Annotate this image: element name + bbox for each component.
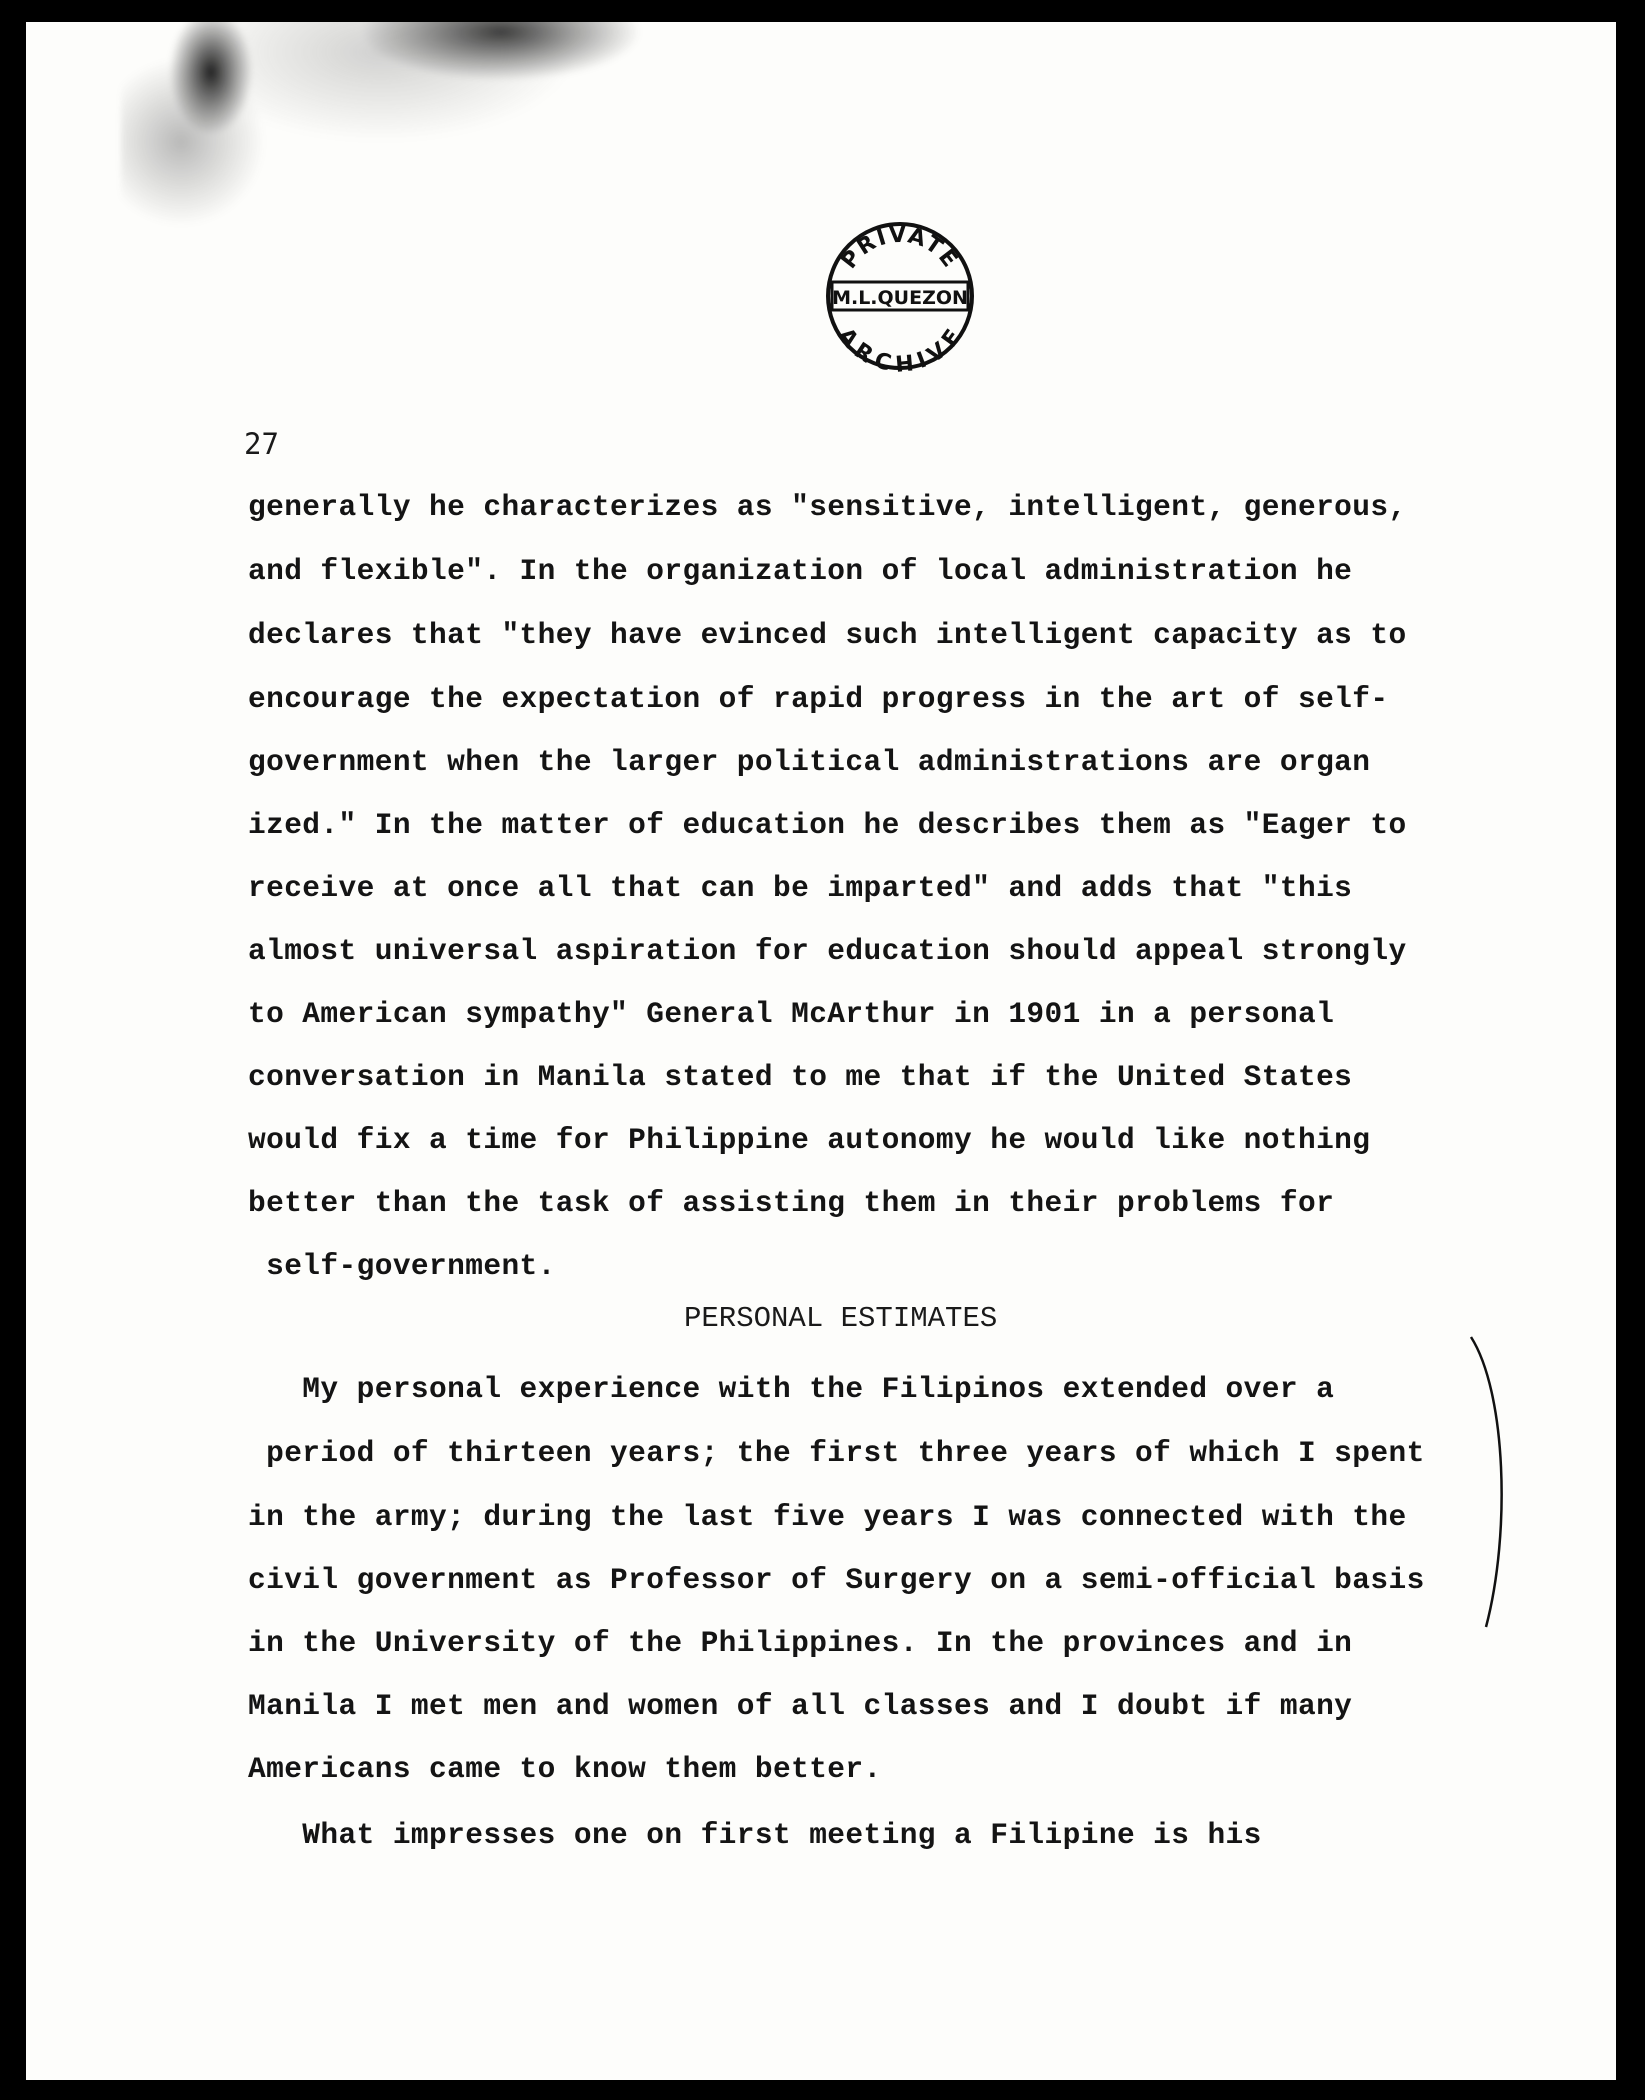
document-page xyxy=(26,22,1616,2080)
stamp-bottom-text: ARCHIVE xyxy=(832,323,968,372)
text-line: period of thirteen years; the first three years of which I spent xyxy=(248,1436,1425,1470)
text-line: encourage the expectation of rapid progress in the art of self- xyxy=(248,682,1389,716)
page-number: 27 xyxy=(244,427,279,461)
svg-text:PRIVATE xyxy=(837,223,963,274)
text-line: and flexible". In the organization of local administration he xyxy=(248,554,1353,588)
stamp-center-text: M.L.QUEZON xyxy=(832,287,968,309)
text-line: would fix a time for Philippine autonomy he would like nothing xyxy=(248,1123,1371,1157)
text-line: Manila I met men and women of all classes and I doubt if many xyxy=(248,1689,1353,1723)
text-line: What impresses one on first meeting a Filipine is his xyxy=(248,1818,1262,1852)
text-line: My personal experience with the Filipinos extended over a xyxy=(248,1372,1335,1406)
archive-stamp-graphic xyxy=(824,220,976,372)
text-line: conversation in Manila stated to me that if the United States xyxy=(248,1060,1353,1094)
text-line: Americans came to know them better. xyxy=(248,1752,882,1786)
text-line: to American sympathy" General McArthur in 1901 in a personal xyxy=(248,997,1335,1031)
text-line: receive at once all that can be imparted" and adds that "this xyxy=(248,871,1353,905)
text-line: civil government as Professor of Surgery on a semi-official basis xyxy=(248,1563,1425,1597)
section-heading: PERSONAL ESTIMATES xyxy=(684,1302,998,1335)
text-line: ized." In the matter of education he describes them as "Eager to xyxy=(248,808,1407,842)
text-line: generally he characterizes as "sensitive, intelligent, generous, xyxy=(248,490,1407,524)
text-line: declares that "they have evinced such intelligent capacity as to xyxy=(248,618,1407,652)
text-line: in the University of the Philippines. In the provinces and in xyxy=(248,1626,1353,1660)
stamp-top-text: PRIVATE xyxy=(836,222,964,274)
ink-smudge xyxy=(121,22,641,302)
margin-bracket-mark xyxy=(1466,1332,1526,1632)
text-line: self-government. xyxy=(248,1249,556,1283)
text-line: in the army; during the last five years I was connected with the xyxy=(248,1500,1407,1534)
archive-stamp xyxy=(824,220,976,372)
text-line: almost universal aspiration for education should appeal strongly xyxy=(248,934,1407,968)
text-line: government when the larger political administrations are organ xyxy=(248,745,1371,779)
text-line: better than the task of assisting them in their problems for xyxy=(248,1186,1335,1220)
